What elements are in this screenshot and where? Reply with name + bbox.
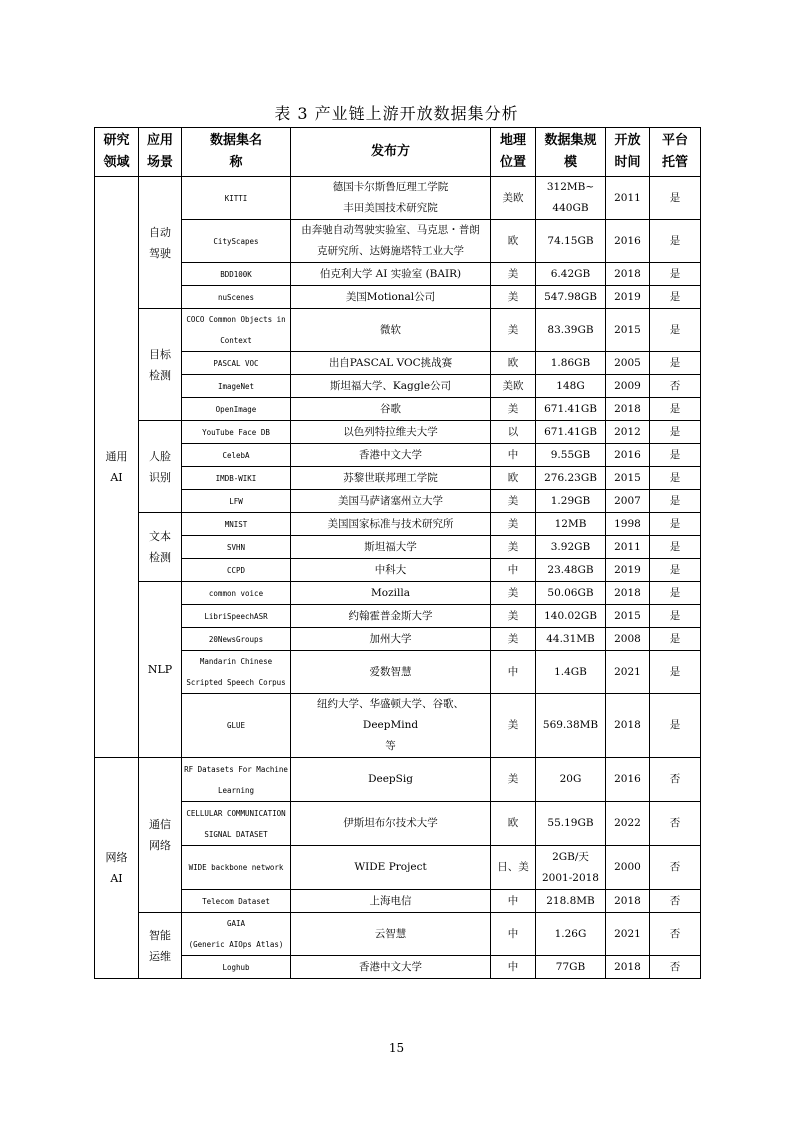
table-row <box>95 375 701 398</box>
table-row <box>95 309 701 352</box>
year-cell: 2021 <box>606 913 650 956</box>
geo-cell: 美 <box>491 263 536 286</box>
size-cell: 547.98GB <box>536 286 606 309</box>
platform-cell: 否 <box>650 758 701 802</box>
platform-cell: 是 <box>650 398 701 421</box>
dataset-name-cell: Loghub <box>182 956 291 979</box>
size-cell: 55.19GB <box>536 802 606 846</box>
header-year: 开放 时间 <box>606 128 650 177</box>
year-cell: 2018 <box>606 263 650 286</box>
table-row <box>95 286 701 309</box>
table-row <box>95 421 701 444</box>
table-row <box>95 758 701 802</box>
dataset-name-cell: LibriSpeechASR <box>182 605 291 628</box>
publisher-cell: 德国卡尔斯鲁厄理工学院 丰田美国技术研究院 <box>291 177 491 220</box>
dataset-name-cell: common voice <box>182 582 291 605</box>
scene-cell: 目标 检测 <box>139 309 182 421</box>
year-cell: 2015 <box>606 467 650 490</box>
year-cell: 2016 <box>606 444 650 467</box>
dataset-name-cell: CityScapes <box>182 220 291 263</box>
scene-cell: 通信 网络 <box>139 758 182 913</box>
publisher-cell: 约翰霍普金斯大学 <box>291 605 491 628</box>
platform-cell: 是 <box>650 177 701 220</box>
geo-cell: 美 <box>491 536 536 559</box>
platform-cell: 是 <box>650 220 701 263</box>
platform-cell: 否 <box>650 846 701 890</box>
platform-cell: 否 <box>650 890 701 913</box>
table-row <box>95 536 701 559</box>
geo-cell: 中 <box>491 444 536 467</box>
year-cell: 2008 <box>606 628 650 651</box>
table-row <box>95 513 701 536</box>
size-cell: 671.41GB <box>536 421 606 444</box>
publisher-cell: 香港中文大学 <box>291 956 491 979</box>
publisher-cell: 美国马萨诸塞州立大学 <box>291 490 491 513</box>
table-row <box>95 846 701 890</box>
platform-cell: 是 <box>650 309 701 352</box>
geo-cell: 欧 <box>491 220 536 263</box>
header-scene: 应用 场景 <box>139 128 182 177</box>
header-row <box>95 128 701 177</box>
platform-cell: 否 <box>650 913 701 956</box>
publisher-cell: 出自PASCAL VOC挑战赛 <box>291 352 491 375</box>
publisher-cell: 云智慧 <box>291 913 491 956</box>
platform-cell: 否 <box>650 956 701 979</box>
geo-cell: 欧 <box>491 802 536 846</box>
size-cell: 3.92GB <box>536 536 606 559</box>
year-cell: 2019 <box>606 286 650 309</box>
dataset-name-cell: IMDB-WIKI <box>182 467 291 490</box>
publisher-cell: 爱数智慧 <box>291 651 491 694</box>
table-row <box>95 628 701 651</box>
dataset-name-cell: SVHN <box>182 536 291 559</box>
table-row <box>95 177 701 220</box>
year-cell: 2021 <box>606 651 650 694</box>
dataset-name-cell: BDD100K <box>182 263 291 286</box>
publisher-cell: Mozilla <box>291 582 491 605</box>
table-row <box>95 890 701 913</box>
publisher-cell: 谷歌 <box>291 398 491 421</box>
table-row <box>95 559 701 582</box>
dataset-name-cell: RF Datasets For Machine Learning <box>182 758 291 802</box>
table-row <box>95 651 701 694</box>
size-cell: 218.8MB <box>536 890 606 913</box>
platform-cell: 是 <box>650 286 701 309</box>
geo-cell: 中 <box>491 651 536 694</box>
platform-cell: 否 <box>650 375 701 398</box>
publisher-cell: 伊斯坦布尔技术大学 <box>291 802 491 846</box>
geo-cell: 以 <box>491 421 536 444</box>
geo-cell: 美 <box>491 490 536 513</box>
dataset-name-cell: WIDE backbone network <box>182 846 291 890</box>
table-row <box>95 220 701 263</box>
year-cell: 2011 <box>606 536 650 559</box>
size-cell: 77GB <box>536 956 606 979</box>
size-cell: 1.29GB <box>536 490 606 513</box>
header-field: 研究 领域 <box>95 128 139 177</box>
year-cell: 2015 <box>606 309 650 352</box>
size-cell: 6.42GB <box>536 263 606 286</box>
size-cell: 569.38MB <box>536 694 606 758</box>
table-row <box>95 605 701 628</box>
platform-cell: 是 <box>650 605 701 628</box>
table-row <box>95 398 701 421</box>
year-cell: 2007 <box>606 490 650 513</box>
dataset-name-cell: COCO Common Objects in Context <box>182 309 291 352</box>
dataset-table <box>94 127 701 979</box>
table-row <box>95 444 701 467</box>
geo-cell: 美 <box>491 758 536 802</box>
publisher-cell: 斯坦福大学 <box>291 536 491 559</box>
table-row <box>95 694 701 758</box>
geo-cell: 中 <box>491 559 536 582</box>
year-cell: 2009 <box>606 375 650 398</box>
table-row <box>95 263 701 286</box>
publisher-cell: WIDE Project <box>291 846 491 890</box>
publisher-cell: 美国Motional公司 <box>291 286 491 309</box>
publisher-cell: 中科大 <box>291 559 491 582</box>
size-cell: 1.4GB <box>536 651 606 694</box>
platform-cell: 是 <box>650 421 701 444</box>
header-platform: 平台 托管 <box>650 128 701 177</box>
platform-cell: 是 <box>650 559 701 582</box>
geo-cell: 中 <box>491 956 536 979</box>
dataset-name-cell: ImageNet <box>182 375 291 398</box>
size-cell: 9.55GB <box>536 444 606 467</box>
platform-cell: 是 <box>650 444 701 467</box>
table-title: 表 3 产业链上游开放数据集分析 <box>274 104 519 123</box>
platform-cell: 是 <box>650 694 701 758</box>
dataset-name-cell: MNIST <box>182 513 291 536</box>
research-field-cell: 网络 AI <box>95 758 139 979</box>
geo-cell: 美欧 <box>491 177 536 220</box>
platform-cell: 是 <box>650 651 701 694</box>
geo-cell: 美欧 <box>491 375 536 398</box>
dataset-name-cell: KITTI <box>182 177 291 220</box>
dataset-name-cell: OpenImage <box>182 398 291 421</box>
size-cell: 74.15GB <box>536 220 606 263</box>
size-cell: 148G <box>536 375 606 398</box>
publisher-cell: 以色列特拉维夫大学 <box>291 421 491 444</box>
year-cell: 2012 <box>606 421 650 444</box>
scene-cell: 人脸 识别 <box>139 421 182 513</box>
dataset-name-cell: nuScenes <box>182 286 291 309</box>
publisher-cell: 由奔驰自动驾驶实验室、马克思・普朗 克研究所、达姆施塔特工业大学 <box>291 220 491 263</box>
publisher-cell: DeepSig <box>291 758 491 802</box>
publisher-cell: 香港中文大学 <box>291 444 491 467</box>
geo-cell: 美 <box>491 286 536 309</box>
platform-cell: 是 <box>650 467 701 490</box>
publisher-cell: 纽约大学、华盛顿大学、谷歌、DeepMind 等 <box>291 694 491 758</box>
dataset-name-cell: Mandarin Chinese Scripted Speech Corpus <box>182 651 291 694</box>
publisher-cell: 伯克利大学 AI 实验室 (BAIR) <box>291 263 491 286</box>
geo-cell: 美 <box>491 398 536 421</box>
size-cell: 671.41GB <box>536 398 606 421</box>
geo-cell: 欧 <box>491 352 536 375</box>
year-cell: 2005 <box>606 352 650 375</box>
year-cell: 2016 <box>606 758 650 802</box>
publisher-cell: 斯坦福大学、Kaggle公司 <box>291 375 491 398</box>
platform-cell: 否 <box>650 802 701 846</box>
table-row <box>95 913 701 956</box>
table-row <box>95 802 701 846</box>
size-cell: 1.86GB <box>536 352 606 375</box>
year-cell: 2016 <box>606 220 650 263</box>
geo-cell: 美 <box>491 605 536 628</box>
year-cell: 2018 <box>606 694 650 758</box>
size-cell: 1.26G <box>536 913 606 956</box>
year-cell: 2000 <box>606 846 650 890</box>
year-cell: 2011 <box>606 177 650 220</box>
publisher-cell: 加州大学 <box>291 628 491 651</box>
page-number: 15 <box>388 1041 405 1055</box>
table-row <box>95 352 701 375</box>
geo-cell: 中 <box>491 913 536 956</box>
geo-cell: 美 <box>491 513 536 536</box>
dataset-name-cell: GAIA (Generic AIOps Atlas) <box>182 913 291 956</box>
platform-cell: 是 <box>650 513 701 536</box>
dataset-name-cell: LFW <box>182 490 291 513</box>
year-cell: 1998 <box>606 513 650 536</box>
geo-cell: 美 <box>491 628 536 651</box>
size-cell: 23.48GB <box>536 559 606 582</box>
scene-cell: 智能 运维 <box>139 913 182 979</box>
year-cell: 2019 <box>606 559 650 582</box>
size-cell: 2GB/天 2001-2018 <box>536 846 606 890</box>
scene-cell: 自动 驾驶 <box>139 177 182 309</box>
year-cell: 2018 <box>606 956 650 979</box>
research-field-cell: 通用 AI <box>95 177 139 758</box>
header-name: 数据集名 称 <box>182 128 291 177</box>
geo-cell: 日、美 <box>491 846 536 890</box>
geo-cell: 中 <box>491 890 536 913</box>
year-cell: 2018 <box>606 398 650 421</box>
platform-cell: 是 <box>650 536 701 559</box>
table-row <box>95 490 701 513</box>
header-publisher: 发布方 <box>291 128 491 177</box>
dataset-name-cell: PASCAL VOC <box>182 352 291 375</box>
table-body <box>95 177 701 979</box>
geo-cell: 欧 <box>491 467 536 490</box>
publisher-cell: 苏黎世联邦理工学院 <box>291 467 491 490</box>
dataset-name-cell: Telecom Dataset <box>182 890 291 913</box>
table-row <box>95 956 701 979</box>
year-cell: 2015 <box>606 605 650 628</box>
header-size: 数据集规 模 <box>536 128 606 177</box>
platform-cell: 是 <box>650 628 701 651</box>
size-cell: 44.31MB <box>536 628 606 651</box>
platform-cell: 是 <box>650 263 701 286</box>
platform-cell: 是 <box>650 582 701 605</box>
dataset-name-cell: YouTube Face DB <box>182 421 291 444</box>
size-cell: 140.02GB <box>536 605 606 628</box>
size-cell: 83.39GB <box>536 309 606 352</box>
year-cell: 2018 <box>606 582 650 605</box>
geo-cell: 美 <box>491 582 536 605</box>
dataset-name-cell: 20NewsGroups <box>182 628 291 651</box>
table-row <box>95 582 701 605</box>
publisher-cell: 上海电信 <box>291 890 491 913</box>
geo-cell: 美 <box>491 694 536 758</box>
table-row <box>95 467 701 490</box>
dataset-name-cell: GLUE <box>182 694 291 758</box>
year-cell: 2018 <box>606 890 650 913</box>
publisher-cell: 美国国家标准与技术研究所 <box>291 513 491 536</box>
header-geo: 地理 位置 <box>491 128 536 177</box>
size-cell: 50.06GB <box>536 582 606 605</box>
size-cell: 312MB~ 440GB <box>536 177 606 220</box>
scene-cell: NLP <box>139 582 182 758</box>
platform-cell: 是 <box>650 352 701 375</box>
scene-cell: 文本 检测 <box>139 513 182 582</box>
platform-cell: 是 <box>650 490 701 513</box>
geo-cell: 美 <box>491 309 536 352</box>
dataset-name-cell: CCPD <box>182 559 291 582</box>
dataset-name-cell: CelebA <box>182 444 291 467</box>
size-cell: 20G <box>536 758 606 802</box>
dataset-name-cell: CELLULAR COMMUNICATION SIGNAL DATASET <box>182 802 291 846</box>
size-cell: 12MB <box>536 513 606 536</box>
year-cell: 2022 <box>606 802 650 846</box>
size-cell: 276.23GB <box>536 467 606 490</box>
publisher-cell: 微软 <box>291 309 491 352</box>
